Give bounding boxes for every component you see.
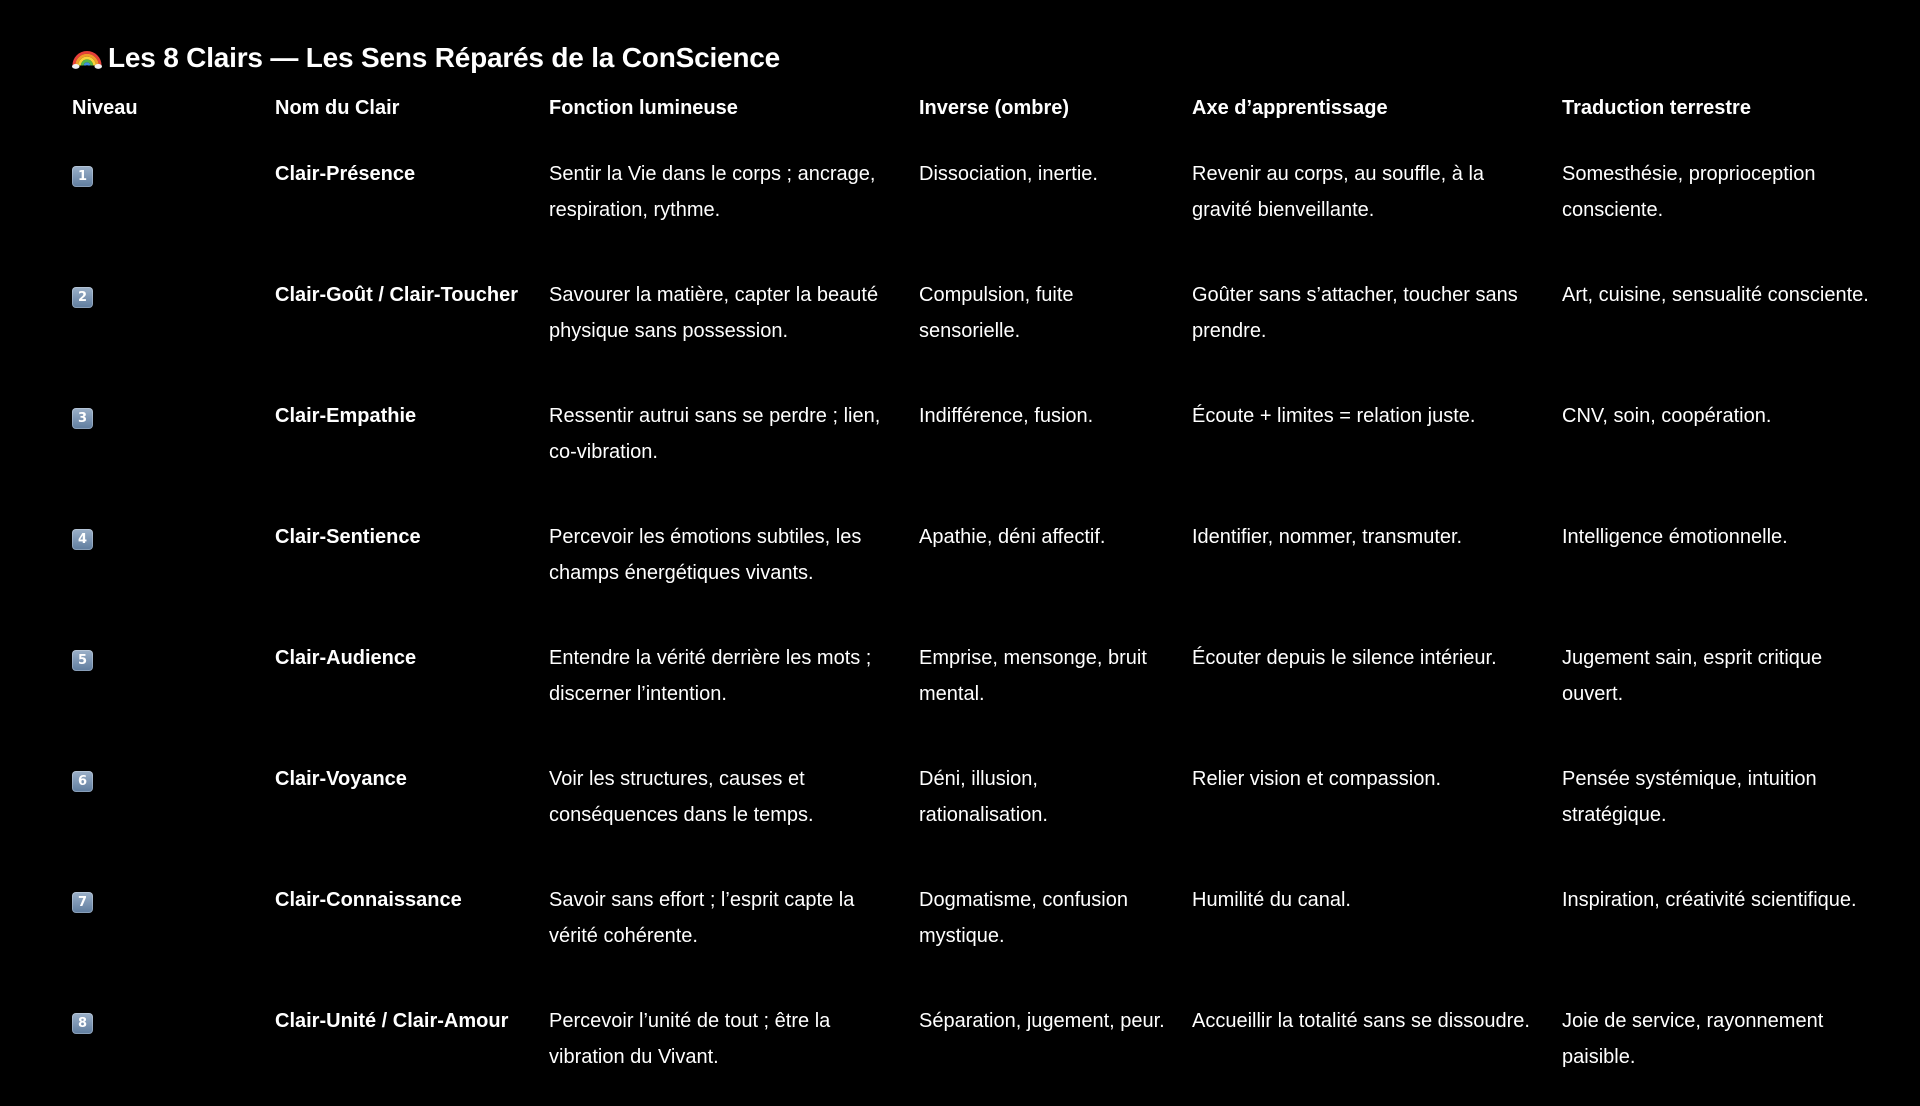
translation-cell: Intelligence émotionnelle. [1562, 526, 1788, 548]
inverse-cell: Indifférence, fusion. [919, 405, 1094, 427]
level-cell [72, 985, 275, 1106]
table-row [72, 259, 1902, 380]
function-cell: Sentir la Vie dans le corps ; ancrage, respiration, rythme. [549, 163, 876, 221]
inverse-cell: Apathie, déni affectif. [919, 526, 1106, 548]
translation-cell: Somesthésie, proprioception consciente. [1562, 163, 1816, 221]
axis-cell: Goûter sans s’attacher, toucher sans prendre. [1192, 284, 1518, 342]
translation-cell: Pensée systémique, intuition stratégique. [1562, 768, 1817, 826]
table-row [72, 136, 1902, 259]
table-row [72, 743, 1902, 864]
name-cell: Clair-Sentience [275, 526, 421, 548]
translation-cell: Jugement sain, esprit critique ouvert. [1562, 647, 1823, 705]
translation-cell: Joie de service, rayonnement paisible. [1562, 1010, 1824, 1068]
table-row [72, 501, 1902, 622]
function-cell: Percevoir les émotions subtiles, les champs énergétiques vivants. [549, 526, 862, 584]
header-niveau: Niveau [72, 96, 138, 119]
table-row [72, 380, 1902, 501]
level-cell [72, 380, 275, 501]
table-header-row [72, 88, 1902, 136]
header-inverse: Inverse (ombre) [919, 96, 1070, 119]
axis-cell: Relier vision et compassion. [1192, 768, 1441, 790]
level-cell [72, 501, 275, 622]
name-cell: Clair-Unité / Clair-Amour [275, 1010, 509, 1032]
keycap-number-icon: 1 [72, 166, 93, 187]
axis-cell: Écouter depuis le silence intérieur. [1192, 647, 1497, 669]
header-fonction: Fonction lumineuse [549, 96, 738, 119]
keycap-number-icon: 8 [72, 1013, 93, 1034]
level-cell [72, 136, 275, 259]
function-cell: Percevoir l’unité de tout ; être la vibration du Vivant. [549, 1010, 831, 1068]
keycap-number-icon: 2 [72, 287, 93, 308]
inverse-cell: Compulsion, fuite sensorielle. [919, 284, 1074, 342]
translation-cell: CNV, soin, coopération. [1562, 405, 1772, 427]
header-nom: Nom du Clair [275, 96, 400, 119]
function-cell: Ressentir autrui sans se perdre ; lien, co-vibration. [549, 405, 881, 463]
translation-cell: Inspiration, créativité scientifique. [1562, 889, 1857, 911]
level-cell [72, 743, 275, 864]
level-cell [72, 864, 275, 985]
axis-cell: Écoute + limites = relation juste. [1192, 405, 1476, 427]
function-cell: Entendre la vérité derrière les mots ; discerner l’intention. [549, 647, 872, 705]
name-cell: Clair-Connaissance [275, 889, 462, 911]
axis-cell: Revenir au corps, au souffle, à la gravité bienveillante. [1192, 163, 1485, 221]
inverse-cell: Dogmatisme, confusion mystique. [919, 889, 1128, 947]
inverse-cell: Dissociation, inertie. [919, 163, 1098, 185]
page-title [72, 38, 1902, 78]
keycap-number-icon: 5 [72, 650, 93, 671]
keycap-number-icon: 7 [72, 892, 93, 913]
level-cell [72, 622, 275, 743]
level-cell [72, 259, 275, 380]
inverse-cell: Séparation, jugement, peur. [919, 1010, 1165, 1032]
page-title-text: Les 8 Clairs — Les Sens Réparés de la ConScience [108, 42, 781, 73]
axis-cell: Accueillir la totalité sans se dissoudre. [1192, 1010, 1530, 1032]
name-cell: Clair-Voyance [275, 768, 407, 790]
function-cell: Voir les structures, causes et conséquences dans le temps. [549, 768, 814, 826]
function-cell: Savourer la matière, capter la beauté physique sans possession. [549, 284, 879, 342]
table-row [72, 985, 1902, 1106]
axis-cell: Humilité du canal. [1192, 889, 1351, 911]
translation-cell: Art, cuisine, sensualité consciente. [1562, 284, 1869, 306]
header-axe: Axe d’apprentissage [1192, 96, 1388, 119]
header-traduction: Traduction terrestre [1562, 96, 1751, 119]
table-row [72, 864, 1902, 985]
table-row [72, 622, 1902, 743]
function-cell: Savoir sans effort ; l’esprit capte la vérité cohérente. [549, 889, 855, 947]
name-cell: Clair-Audience [275, 647, 417, 669]
document [72, 38, 1902, 1106]
keycap-number-icon: 6 [72, 771, 93, 792]
keycap-number-icon: 3 [72, 408, 93, 429]
axis-cell: Identifier, nommer, transmuter. [1192, 526, 1463, 548]
name-cell: Clair-Goût / Clair-Toucher [275, 284, 518, 306]
keycap-number-icon: 4 [72, 529, 93, 550]
inverse-cell: Déni, illusion, rationalisation. [919, 768, 1048, 826]
rainbow-icon [72, 43, 102, 73]
name-cell: Clair-Présence [275, 163, 416, 185]
inverse-cell: Emprise, mensonge, bruit mental. [919, 647, 1147, 705]
clairs-table [72, 88, 1902, 1106]
name-cell: Clair-Empathie [275, 405, 417, 427]
